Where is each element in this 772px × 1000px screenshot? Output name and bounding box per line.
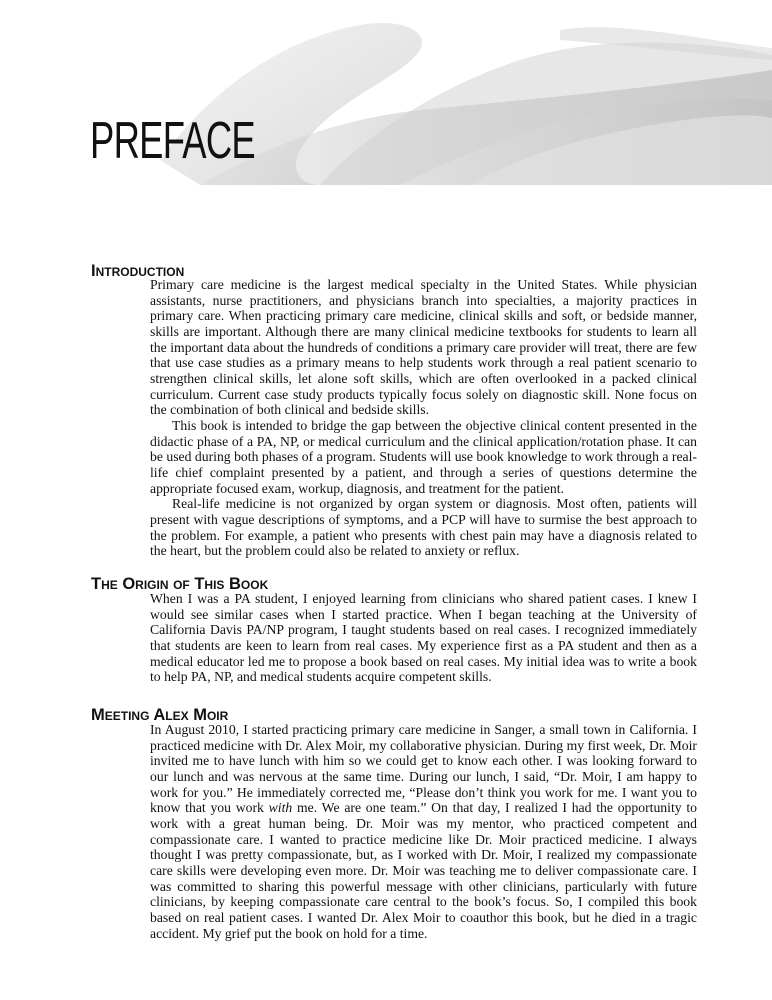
section-heading-meeting: Meeting Alex Moir xyxy=(91,706,229,724)
section-body-origin xyxy=(150,591,697,685)
meeting-text-after-italic: me. We are one team.” On that day, I realized I had the opportunity to work with a great human being. Dr. Moir was my mentor, who practiced competent and compassionate care. I wanted to practice medicine like Dr. Moir practiced medicine. I always thought I was pretty compassionate, but, as I worked with Dr. Moir, I realized my compassionate care skills were developing even more. Dr. Moir was teaching me to deliver compassionate care. I was committed to sharing this powerful message with other clinicians, particularly with future clinicians, by keeping compassionate care central to the book’s focus. So, I compiled this book based on real patient cases. I wanted Dr. Alex Moir to coauthor this book, but he died in a tragic accident. My grief put the book on hold for a time. xyxy=(150,800,697,941)
page-title: PREFACE xyxy=(90,112,256,170)
origin-paragraph-1: When I was a PA student, I enjoyed learning from clinicians who shared patient cases. I knew I would see similar cases when I started practice. When I began teaching at the University of California Davis PA/NP program, I taught students based on real cases. I recognized immediately that students are keen to learn from real cases. My experience first as a PA student and then as a medical educator led me to propose a book based on real cases. My initial idea was to write a book to help PA, NP, and medical students acquire competent skills. xyxy=(150,591,697,685)
introduction-paragraph-3: Real-life medicine is not organized by organ system or diagnosis. Most often, patients will present with vague descriptions of symptoms, and a PCP will have to surmise the best approach to the problem. For example, a patient who presents with chest pain may have a diagnosis related to the heart, but the problem could also be related to anxiety or reflux. xyxy=(150,496,697,559)
section-body-meeting xyxy=(150,722,697,941)
meeting-text-before-italic: In August 2010, I started practicing primary care medicine in Sanger, a small town in California. I practiced medicine with Dr. Alex Moir, my collaborative physician. During my first week, Dr. Moir invited me to have lunch with him so we could get to know each other. I was looking forward to our lunch and was nervous at the same time. During our lunch, I said, “Dr. Moir, I am happy to work for you.” He immediately corrected me, “Please don’t think you work for me. I want you to know that you work xyxy=(150,722,697,816)
section-body-introduction xyxy=(150,277,697,559)
header-swoosh-graphic xyxy=(0,0,772,200)
meeting-paragraph-1 xyxy=(150,722,697,941)
introduction-paragraph-2: This book is intended to bridge the gap between the objective clinical content presented in the didactic phase of a PA, NP, or medical curriculum and the clinical application/rotation phase. It can be used during both phases of a program. Students will use book knowledge to work through a real-life chief complaint presented by a patient, and through a series of questions determine the appropriate focused exam, workup, diagnosis, and treatment for the patient. xyxy=(150,417,697,496)
meeting-italic-word: with xyxy=(268,800,293,816)
section-heading-origin: The Origin of This Book xyxy=(91,575,269,593)
introduction-paragraph-1: Primary care medicine is the largest medical specialty in the United States. While physician assistants, nurse practitioners, and physicians branch into specialties, a majority practices in primary care. When practicing primary care medicine, clinical skills and soft, or bedside manner, skills are important. Although there are many clinical medicine textbooks for students to learn all the important data about the hundreds of conditions a primary care provider will treat, there are few that use case studies as a primary means to help students work through a real patient scenario to strengthen clinical skills, let alone soft skills, which are often overlooked in a packed clinical curriculum. Current case study products typically focus solely on diagnostic skill. None focus on the combination of both clinical and bedside skills. xyxy=(150,277,697,418)
section-heading-introduction: Introduction xyxy=(91,262,185,280)
